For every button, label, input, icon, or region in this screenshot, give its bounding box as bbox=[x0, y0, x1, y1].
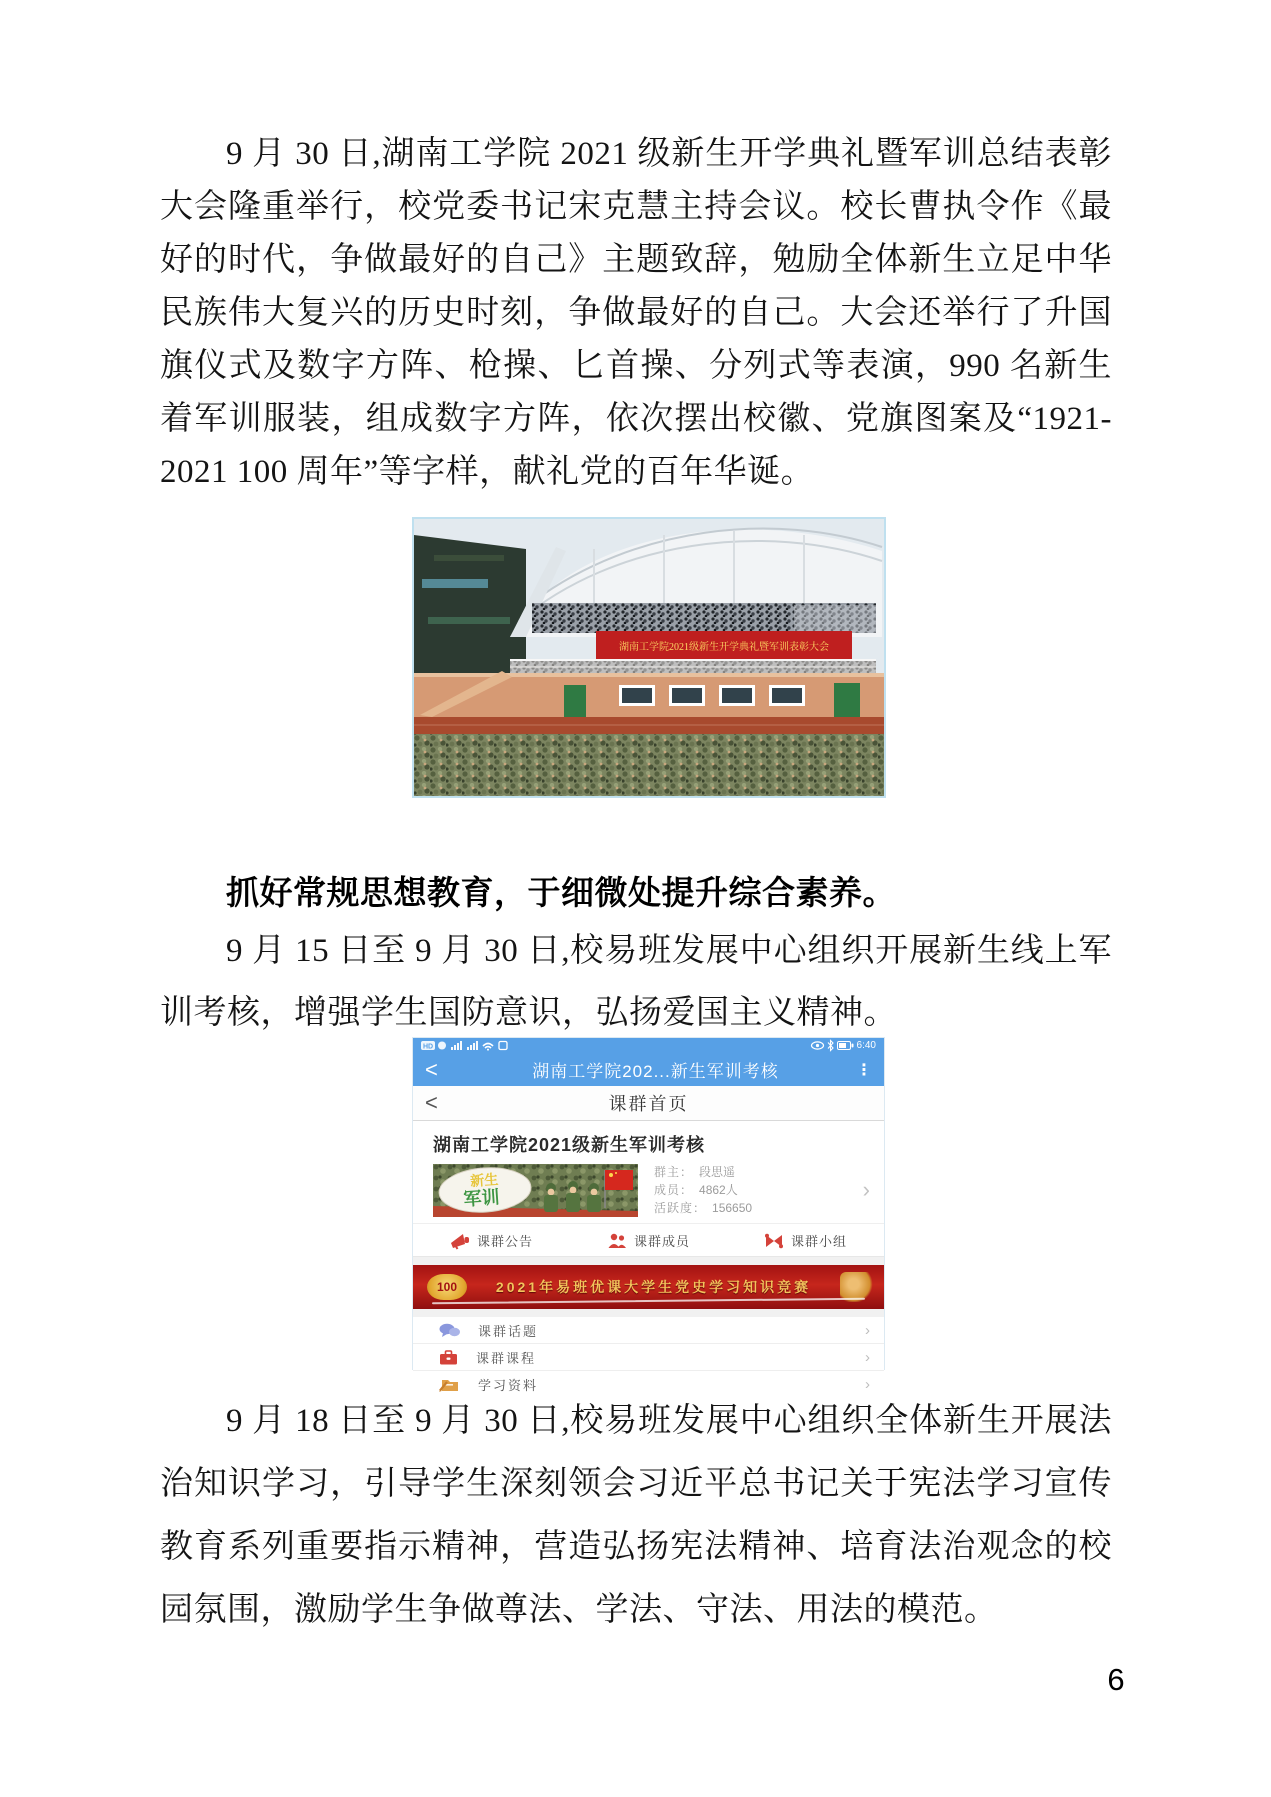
app-nav-bar bbox=[413, 1053, 884, 1086]
status-time: 6:40 bbox=[856, 1039, 876, 1051]
action-label: 课群小组 bbox=[790, 1234, 847, 1249]
contest-banner[interactable] bbox=[413, 1265, 884, 1309]
action-small-groups[interactable] bbox=[727, 1231, 884, 1250]
action-members[interactable] bbox=[570, 1231, 727, 1250]
thumb-text-junxun: 军训 bbox=[462, 1186, 501, 1209]
chat-bubbles-icon bbox=[439, 1323, 460, 1338]
menu-item-label: 学习资料 bbox=[478, 1377, 539, 1393]
action-label: 课群公告 bbox=[476, 1234, 533, 1249]
section-heading: 抓好常规思想教育，于细微处提升综合素养。 bbox=[226, 876, 896, 912]
action-label: 课群成员 bbox=[633, 1234, 690, 1249]
stadium-photo-graphic bbox=[414, 519, 884, 796]
stadium-banner-text: 湖南工学院2021级新生开学典礼暨军训表彰大会 bbox=[619, 642, 829, 653]
battery-icon bbox=[837, 1041, 854, 1050]
app-nav-title: 湖南工学院202...新生军训考核 bbox=[532, 1062, 779, 1081]
chevron-right-icon: › bbox=[865, 1375, 870, 1393]
back-icon[interactable]: < bbox=[425, 1056, 438, 1082]
group-menu bbox=[413, 1317, 884, 1397]
divider bbox=[413, 1257, 884, 1265]
cartoon-soldiers bbox=[544, 1181, 601, 1212]
stadium-photo bbox=[412, 517, 886, 798]
bluetooth-icon bbox=[827, 1040, 834, 1051]
menu-item-label: 课群话题 bbox=[478, 1323, 539, 1339]
group-action-bar bbox=[413, 1223, 884, 1257]
app-screenshot bbox=[412, 1037, 885, 1393]
paragraph-online-assessment: 9 月 15 日至 9 月 30 日,校易班发展中心组织开展新生线上军训考核，增强学生国防意识，弘扬爱国主义精神。 bbox=[160, 933, 1112, 1031]
menu-item-label: 课群课程 bbox=[476, 1350, 537, 1366]
small-groups-icon bbox=[764, 1233, 784, 1249]
chevron-right-icon: › bbox=[865, 1348, 870, 1366]
paragraph-ceremony: 9 月 30 日,湖南工学院 2021 级新生开学典礼暨军训总结表彰大会隆重举行，校党委书记宋克慧主持会议。校长曹执令作《最好的时代，争做最好的自己》主题致辞，勉励全体新生立足中华民族伟大复兴的历史时刻，争做最好的自己。大会还举行了升国旗仪式及数字方阵、枪操、匕首操、分列式等表演，990 名新生着军训服装，组成数字方阵，依次摆出校徽、党旗图案及“1921-2021 100 周年”等字样，献礼党的百年华诞。 bbox=[160, 136, 1112, 490]
banner-decoration bbox=[840, 1272, 874, 1302]
status-bar bbox=[413, 1038, 884, 1053]
paragraph-law-education: 9 月 18 日至 9 月 30 日,校易班发展中心组织全体新生开展法治知识学习，引导学生深刻领会习近平总书记关于宪法学习宣传教育系列重要指示精神，营造弘扬宪法精神、培育法治观念的校园氛围，激励学生争做尊法、学法、守法、用法的模范。 bbox=[160, 1403, 1112, 1628]
owner-label: 群主： bbox=[654, 1165, 694, 1179]
chevron-right-icon: › bbox=[865, 1321, 870, 1339]
activity-value: 156650 bbox=[712, 1201, 753, 1215]
course-book-icon bbox=[439, 1350, 458, 1365]
svg-text:HD: HD bbox=[422, 1043, 434, 1051]
megaphone-icon bbox=[450, 1232, 470, 1249]
activity-label: 活跃度： bbox=[654, 1201, 707, 1215]
thumb-text-xinsheng: 新生 bbox=[469, 1170, 499, 1189]
members-label: 成员： bbox=[654, 1183, 694, 1197]
more-menu-icon[interactable]: ⋮ bbox=[856, 1061, 872, 1079]
party-100-logo: 100 bbox=[427, 1274, 467, 1300]
status-icons-left bbox=[421, 1040, 531, 1051]
action-announcements[interactable] bbox=[413, 1231, 570, 1250]
group-home-nav bbox=[413, 1086, 884, 1121]
page-number: 6 bbox=[1107, 1662, 1125, 1697]
group-home-title: 课群首页 bbox=[608, 1094, 689, 1114]
eye-comfort-icon bbox=[811, 1041, 824, 1050]
chevron-right-icon[interactable]: › bbox=[862, 1177, 870, 1202]
owner-value: 段思遥 bbox=[699, 1165, 736, 1179]
group-thumbnail bbox=[433, 1164, 638, 1217]
divider bbox=[413, 1309, 884, 1317]
back-icon[interactable]: < bbox=[425, 1090, 438, 1115]
group-info-card[interactable] bbox=[413, 1161, 884, 1223]
group-stats bbox=[654, 1163, 863, 1217]
menu-item-topics[interactable] bbox=[413, 1317, 884, 1343]
menu-item-courses[interactable] bbox=[413, 1343, 884, 1370]
group-name: 湖南工学院2021级新生军训考核 bbox=[433, 1135, 706, 1155]
members-icon bbox=[607, 1232, 627, 1249]
contest-banner-text: 2021年易班优课大学生党史学习知识竞赛 bbox=[495, 1279, 812, 1295]
members-value: 4862人 bbox=[699, 1183, 738, 1197]
